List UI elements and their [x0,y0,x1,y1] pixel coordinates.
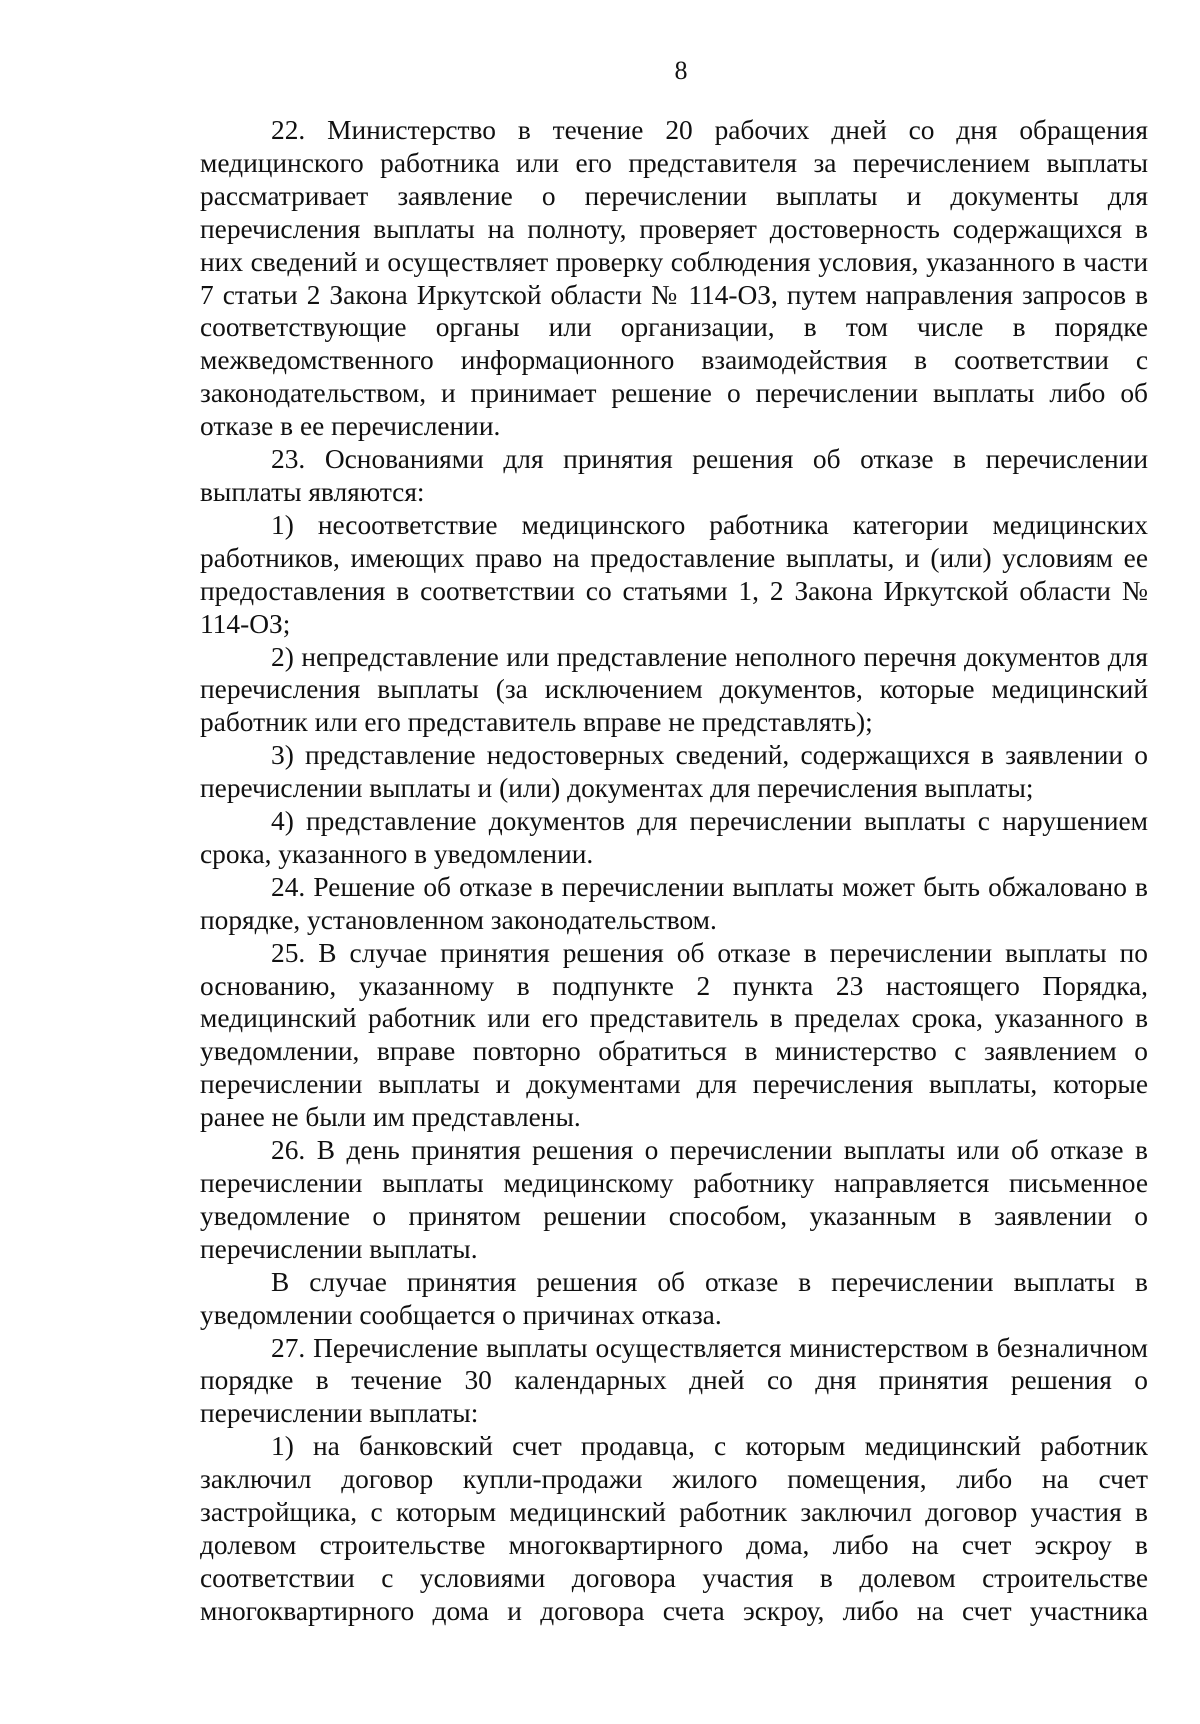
paragraph-26: 26. В день принятия решения о перечислении выплаты или об отказе в перечислении выплаты медицинскому работнику направляется письменное уведомление о принятом решении способом, указанным в заявлении о перечислении выплаты. [200,1135,1148,1264]
paragraph-23-item-3: 3) представление недостоверных сведений, содержащихся в заявлении о перечислении выплаты и (или) документах для перечисления выплаты; [200,740,1148,804]
paragraph-23-item-2: 2) непредставление или представление неполного перечня документов для перечисления выплаты (за исключением документов, которые медицинский работник или его представитель вправе не представлять); [200,641,1148,738]
paragraph-25: 25. В случае принятия решения об отказе в перечислении выплаты по основанию, указанному в подпункте 2 пункта 23 настоящего Порядка, медицинский работник или его представитель в пределах срока, указанного в уведомлении, вправе повторно обратиться в министерство с заявлением о перечислении выплаты и документами для перечисления выплаты, которые ранее не были им представлены. [200,937,1148,1133]
paragraph-23-item-4: 4) представление документов для перечислении выплаты с нарушением срока, указанного в уведомлении. [200,806,1148,869]
page-number: 8 [674,56,688,85]
paragraph-23-item-1: 1) несоответствие медицинского работника категории медицинских работников, имеющих право на предоставление выплаты, и (или) условиям ее предоставления в соответствии со статьями 1, 2 Закона Иркутской области № 114-ОЗ; [200,509,1148,639]
paragraph-26-continuation: В случае принятия решения об отказе в перечислении выплаты в уведомлении сообщается о причинах отказа. [200,1266,1148,1330]
paragraph-23: 23. Основаниями для принятия решения об отказе в перечислении выплаты являются: [200,444,1148,507]
paragraph-22: 22. Министерство в течение 20 рабочих дней со дня обращения медицинского работника или его представителя за перечислением выплаты рассматривает заявление о перечислении выплаты и документы для перечисления выплаты на полноту, проверяет достоверность содержащихся в них сведений и осуществляет проверку соблюдения условия, указанного в части 7 статьи 2 Закона Иркутской области № 114-ОЗ, путем направления запросов в соответствующие органы или организации, в том числе в порядке межведомственного информационного взаимодействия в соответствии с законодательством, и принимает решение о перечислении выплаты либо об отказе в ее перечислении. [200,115,1148,442]
document-body [200,114,1148,1628]
paragraph-27: 27. Перечисление выплаты осуществляется министерством в безналичном порядке в течение 30 календарных дней со дня принятия решения о перечислении выплаты: [200,1332,1148,1429]
paragraph-24: 24. Решение об отказе в перечислении выплаты может быть обжаловано в порядке, установленном законодательством. [200,871,1148,935]
paragraph-27-item-1: 1) на банковский счет продавца, с которым медицинский работник заключил договор купли-продажи жилого помещения, либо на счет застройщика, с которым медицинский работник заключил договор участия в долевом строительстве многоквартирного дома, либо на счет эскроу в соответствии с условиями договора участия в долевом строительстве многоквартирного дома и договора счета эскроу, либо на счет участника [200,1431,1148,1626]
